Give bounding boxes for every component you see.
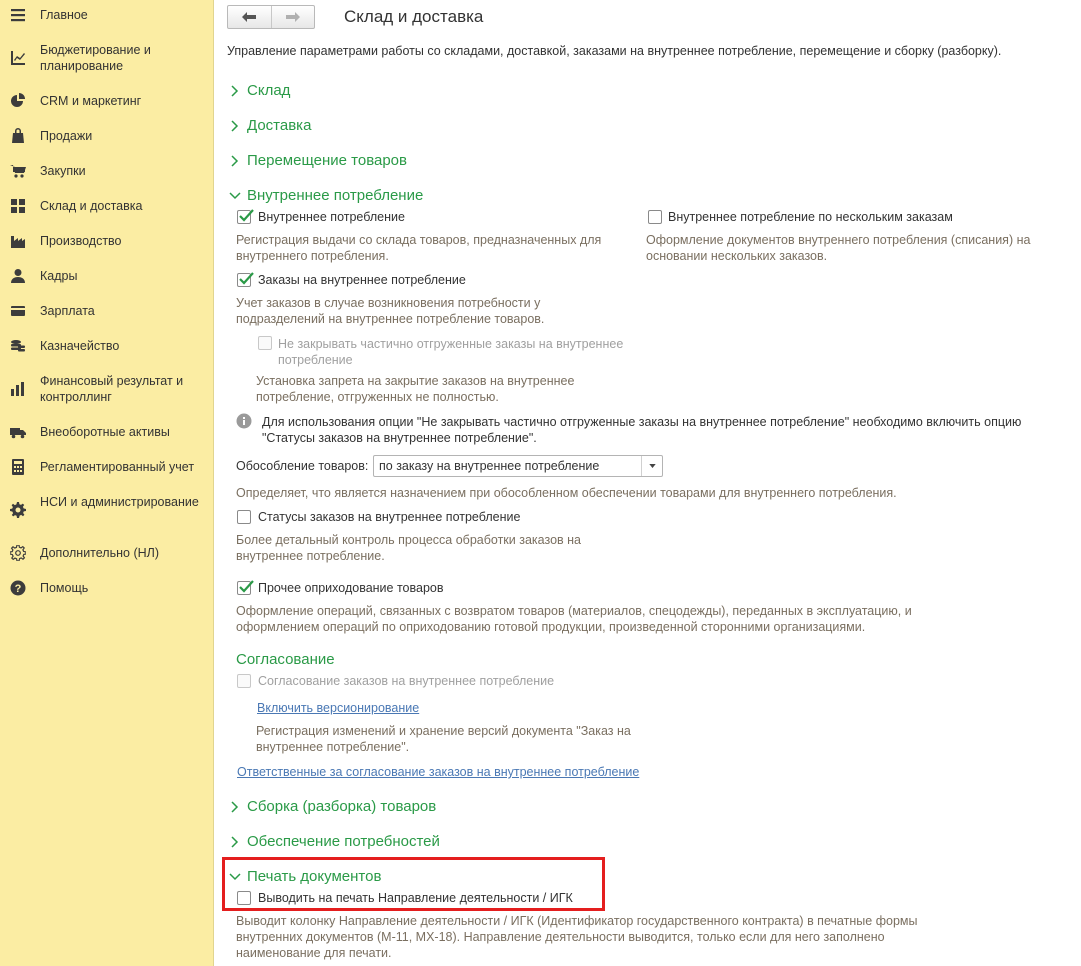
sidebar-item-label: Казначейство — [40, 339, 120, 353]
sidebar-item-warehouse[interactable] — [0, 197, 213, 215]
gear-icon — [9, 501, 27, 519]
group-title: Доставка — [247, 117, 312, 134]
sidebar-item-budgeting[interactable] — [0, 41, 213, 75]
option-hint: Установка запрета на закрытие заказов на внутреннее потребление, отгруженных не полностью. — [256, 374, 575, 404]
chevron-down-icon — [227, 188, 243, 204]
option-hint: Оформление операций, связанных с возвратом товаров (материалов, спецодежды), переданных в эксплуатацию, и оформлением операций по оприходованию готовой продукции, произведенной сторонними организациями. — [236, 604, 912, 634]
multiple-orders-checkbox[interactable] — [648, 210, 662, 224]
dont-close-partially-checkbox[interactable] — [258, 336, 272, 350]
group-title: Сборка (разборка) товаров — [247, 798, 437, 815]
checkbox-label: Согласование заказов на внутреннее потребление — [258, 674, 555, 688]
arrow-left-icon — [241, 11, 257, 23]
chevron-right-icon — [227, 118, 243, 134]
group-title: Печать документов — [247, 868, 382, 885]
help-icon — [9, 579, 27, 597]
sidebar-item-label: НСИ и администрирование — [40, 495, 199, 509]
checkmark-icon — [238, 579, 254, 595]
sidebar-item-help[interactable] — [0, 579, 213, 597]
group-title: Склад — [247, 82, 291, 99]
menu-lines-icon — [9, 6, 27, 24]
group-transfer[interactable] — [227, 152, 407, 169]
option-hint: Учет заказов в случае возникновения потребности у подразделений на внутреннее потребление товаров. — [236, 296, 545, 326]
group-title: Внутреннее потребление — [247, 187, 424, 204]
sidebar-item-treasury[interactable] — [0, 337, 213, 355]
group-warehouse[interactable] — [227, 82, 290, 99]
bar-chart-icon — [9, 380, 27, 398]
sidebar-item-label: Внеоборотные активы — [40, 425, 170, 439]
internal-consumption-checkbox[interactable] — [237, 210, 251, 224]
sidebar-item-hr[interactable] — [0, 267, 213, 285]
group-internal-consumption[interactable] — [227, 187, 423, 204]
sidebar-item-regulated-accounting[interactable] — [0, 458, 213, 476]
checkbox-label: Внутреннее потребление по нескольким заказам — [668, 210, 953, 224]
sidebar-item-label: Склад и доставка — [40, 199, 143, 213]
approval-heading: Согласование — [236, 651, 335, 668]
order-statuses-checkbox[interactable] — [237, 510, 251, 524]
sidebar-item-label: Продажи — [40, 129, 93, 143]
coins-icon — [9, 337, 27, 355]
isolation-label: Обособление товаров: — [236, 459, 369, 473]
chevron-right-icon — [227, 83, 243, 99]
forward-button[interactable] — [271, 6, 315, 28]
svg-text:?: ? — [14, 583, 22, 596]
page-description: Управление параметрами работы со складами, доставкой, заказами на внутреннее потребление, перемещение и сборку (разборку). — [227, 44, 1002, 58]
pie-chart-icon — [9, 92, 27, 110]
group-provision[interactable] — [227, 833, 440, 850]
option-hint: Определяет, что является назначением при обособленном обеспечении товарами для внутреннего потребления. — [236, 486, 897, 500]
calculator-icon — [9, 458, 27, 476]
sidebar-item-label: Производство — [40, 234, 122, 248]
sidebar — [0, 0, 214, 966]
chevron-right-icon — [227, 799, 243, 815]
truck-icon — [9, 423, 27, 441]
gear-outline-icon — [9, 544, 27, 562]
option-hint: Регистрация выдачи со склада товаров, предназначенных для внутреннего потребления. — [236, 233, 602, 263]
checkbox-label: Прочее оприходование товаров — [258, 581, 444, 595]
sidebar-item-salary[interactable] — [0, 302, 213, 320]
other-receipt-checkbox[interactable] — [237, 581, 251, 595]
checkbox-label: Внутреннее потребление — [258, 210, 405, 224]
highlight-frame — [222, 857, 605, 911]
cart-icon — [9, 162, 27, 180]
isolation-select[interactable] — [373, 455, 663, 477]
option-hint: Выводит колонку Направление деятельности / ИГК (Идентификатор государственного контракта) в печатные формы внутренних документов (М-11, МХ-18). Направление деятельности выводится, только если для него заполнено наименование для печати. — [236, 914, 918, 960]
shopping-bag-icon — [9, 127, 27, 145]
info-message: Для использования опции "Не закрывать частично отгруженные заказы на внутреннее потребление" необходимо включить опцию "Статусы заказов на внутреннее потребление". — [262, 415, 1022, 445]
page-title: Склад и доставка — [344, 7, 484, 26]
sidebar-item-additional[interactable] — [0, 544, 213, 562]
checkbox-label: Выводить на печать Направление деятельности / ИГК — [258, 891, 573, 905]
sidebar-item-label: Зарплата — [40, 304, 95, 318]
wallet-icon — [9, 302, 27, 320]
dropdown-button[interactable] — [641, 456, 662, 476]
enable-versioning-link[interactable]: Включить версионирование — [257, 701, 420, 715]
sidebar-item-label: Закупки — [40, 164, 86, 178]
history-nav — [227, 5, 315, 29]
chevron-down-icon — [649, 464, 656, 468]
sidebar-item-production[interactable] — [0, 232, 213, 250]
arrow-right-icon — [285, 11, 301, 23]
option-hint: Оформление документов внутреннего потребления (списания) на основании нескольких заказов. — [646, 233, 1031, 263]
sidebar-item-fixed-assets[interactable] — [0, 423, 213, 441]
sidebar-item-main[interactable] — [0, 6, 213, 24]
sidebar-item-crm[interactable] — [0, 92, 213, 110]
sidebar-item-label: Кадры — [40, 269, 78, 283]
chevron-right-icon — [227, 834, 243, 850]
checkbox-label: Заказы на внутреннее потребление — [258, 273, 466, 287]
checkbox-label: Не закрывать частично отгруженные заказы на внутреннее потребление — [278, 337, 624, 367]
sidebar-item-label: Дополнительно (НЛ) — [40, 546, 159, 560]
back-button[interactable] — [228, 6, 271, 28]
internal-orders-checkbox[interactable] — [237, 273, 251, 287]
sidebar-item-label: Регламентированный учет — [40, 460, 195, 474]
info-icon — [236, 413, 252, 429]
checkmark-icon — [238, 271, 254, 287]
group-delivery[interactable] — [227, 117, 311, 134]
sidebar-item-label: Помощь — [40, 581, 89, 595]
chevron-right-icon — [227, 153, 243, 169]
group-title: Перемещение товаров — [247, 152, 407, 169]
sidebar-item-sales[interactable] — [0, 127, 213, 145]
budget-chart-icon — [9, 49, 27, 67]
responsible-approval-link[interactable]: Ответственные за согласование заказов на внутреннее потребление — [237, 765, 640, 779]
factory-icon — [9, 232, 27, 250]
group-title: Обеспечение потребностей — [247, 833, 440, 850]
select-value: по заказу на внутреннее потребление — [379, 459, 600, 473]
sidebar-item-label: Финансовый результат и контроллинг — [40, 374, 184, 404]
group-assembly[interactable] — [227, 798, 436, 815]
sidebar-item-financial-result[interactable] — [0, 372, 213, 406]
option-hint: Более детальный контроль процесса обработки заказов на внутреннее потребление. — [236, 533, 581, 563]
grid-icon — [9, 197, 27, 215]
main-panel — [214, 0, 1081, 966]
sidebar-item-label: Бюджетирование и планирование — [40, 43, 151, 73]
approval-checkbox[interactable] — [237, 674, 251, 688]
checkmark-icon — [238, 208, 254, 224]
sidebar-item-purchases[interactable] — [0, 162, 213, 180]
sidebar-item-admin[interactable] — [0, 493, 213, 527]
person-icon — [9, 267, 27, 285]
option-hint: Регистрация изменений и хранение версий документа "Заказ на внутреннее потребление". — [256, 724, 631, 754]
checkbox-label: Статусы заказов на внутреннее потребление — [258, 510, 521, 524]
sidebar-item-label: Главное — [40, 8, 88, 22]
sidebar-item-label: CRM и маркетинг — [40, 94, 142, 108]
